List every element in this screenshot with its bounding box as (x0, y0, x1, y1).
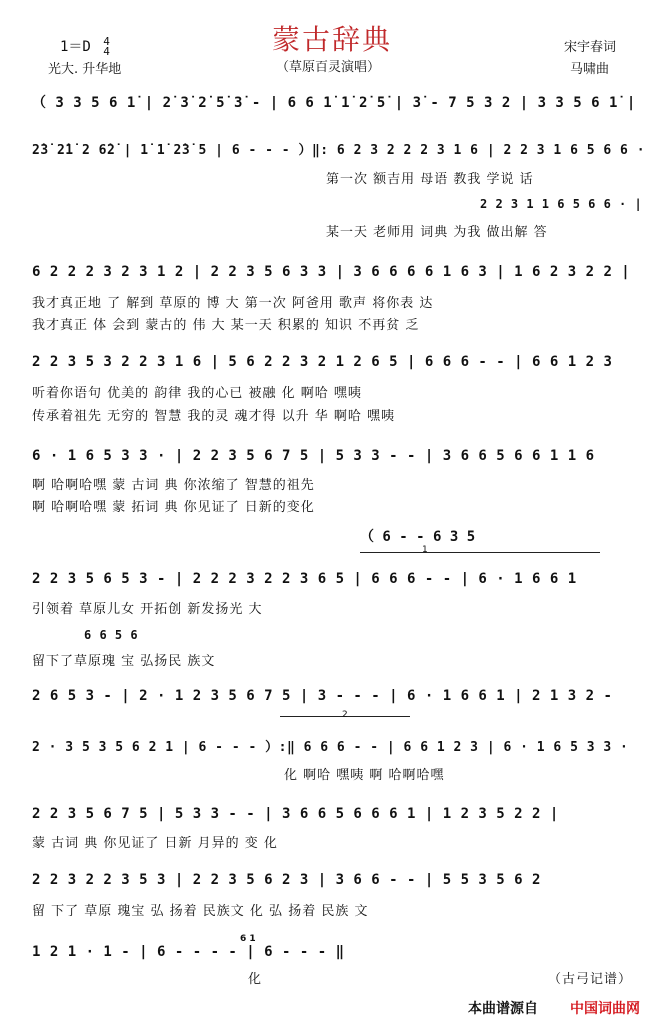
score-row-12: 1 2 1 · 1 - | 6 - - - - | 6 - - - ‖ (32, 944, 345, 960)
volta-mark-2: 2 (342, 710, 348, 720)
lyric-row-3: 某一天 老师用 词典 为我 做出解 答 (326, 225, 548, 240)
song-subtitle: （草原百灵演唱） (276, 60, 381, 75)
score-row-6: 6 · 1 6 5 3 3 · | 2 2 3 5 6 7 5 | 5 3 3 - - | 3 6 6 5 6 6 1 1 6 (32, 448, 595, 464)
score-row-4: 6 2 2 2 3 2 3 1 2 | 2 2 3 5 6 3 3 | 3 6 6 6 6 1 6 3 | 1 6 2 3 2 2 | (32, 264, 631, 280)
score-row-11: 2 2 3 2 2 3 5 3 | 2 2 3 5 6 2 3 | 3 6 6 - - | 5 5 3 5 6 2 (32, 872, 541, 888)
repeat-bracket-notes: （ 6 - - 6 3 5 (360, 529, 476, 545)
lyricist: 宋宇春词 (564, 40, 617, 55)
lyric-row-7b: 留下了草原瑰 宝 弘扬民 族文 (32, 654, 216, 669)
time-signature (103, 37, 110, 57)
key-signature (60, 36, 110, 57)
lyric-row-4a: 我才真正地 了 解到 草原的 博 大 第一次 阿爸用 歌声 将你表 达 (32, 296, 434, 311)
lyric-row-5a: 听着你语句 优美的 韵律 我的心已 被融 化 啊哈 嘿咦 (32, 386, 362, 401)
source-label: 本曲谱源自 (468, 1001, 538, 1017)
lyric-row-9: 化 啊哈 嘿咦 啊 哈啊哈嘿 (284, 768, 445, 783)
lyric-row-11: 留 下了 草原 瑰宝 弘 扬着 民族文 化 弘 扬着 民族 文 (32, 904, 369, 919)
lyric-row-6a: 啊 哈啊哈嘿 蒙 古词 典 你浓缩了 智慧的祖先 (32, 478, 315, 493)
site-name-link[interactable]: 中国词曲网 (570, 1001, 640, 1017)
lyric-row-5b: 传承着祖先 无穷的 智慧 我的灵 魂才得 以升 华 啊哈 嘿咦 (32, 409, 396, 424)
grace-notes: 6 1 (240, 934, 256, 944)
song-title: 蒙古辞典 (272, 23, 393, 56)
lyric-row-2: 第一次 额吉用 母语 教我 学说 话 (326, 172, 534, 187)
score-row-3: 2 2 3 1 1 6 5 6 6 · | (480, 197, 643, 211)
key-text: 1＝D (60, 39, 91, 55)
time-top: 4 (103, 35, 110, 48)
score-row-7: 2 2 3 5 6 5 3 - | 2 2 2 3 2 2 3 6 5 | 6 6 6 - - | 6 · 1 6 6 1 (32, 571, 577, 587)
lyric-row-7a: 引领着 草原儿女 开拓创 新发扬光 大 (32, 602, 263, 617)
lyric-row-12: 化 (248, 972, 263, 987)
recorded-by: 光大. 升华地 (48, 62, 122, 77)
small-notes: 6 6 5 6 (84, 628, 139, 642)
lyric-row-6b: 啊 哈啊哈嘿 蒙 拓词 典 你见证了 日新的变化 (32, 500, 315, 515)
score-row-10: 2 2 3 5 6 7 5 | 5 3 3 - - | 3 6 6 5 6 6 6 1 | 1 2 3 5 2 2 | (32, 806, 559, 822)
volta-line-1 (360, 552, 600, 553)
notation-credit: （古弓记谱） (548, 972, 633, 987)
score-row-1: （ 3 3 5 6 1̇ | 2̇ 3̇ 2̇ 5̇ 3̇ - | 6 6 1̇ 1̇ 2̇ 5̇ | 3̇ - 7 5 3 2 | 3 3 5 6 1̇ | (32, 95, 636, 111)
score-row-8: 2 6 5 3 - | 2 · 1 2 3 5 6 7 5 | 3 - - - | 6 · 1 6 6 1 | 2 1 3 2 - (32, 688, 613, 704)
score-row-2: 2̇3̇ 2̇1̇ 2 6̇2̇ | 1̇ 1̇ 2̇3̇ 5 | 6 - - - ）‖: 6 2 3 2 2 2 3 1 6 | 2 2 3 1 6 5 6 6 · (32, 143, 646, 158)
lyric-row-10: 蒙 古词 典 你见证了 日新 月异的 变 化 (32, 836, 278, 851)
composer: 马啸曲 (570, 62, 610, 77)
lyric-row-4b: 我才真正 体 会到 蒙古的 伟 大 某一天 积累的 知识 不再贫 乏 (32, 318, 420, 333)
time-bottom: 4 (103, 45, 110, 58)
volta-mark-1: 1 (422, 545, 428, 555)
score-row-5: 2 2 3 5 3 2 2 3 1 6 | 5 6 2 2 3 2 1 2 6 5 | 6 6 6 - - | 6 6 1 2 3 (32, 354, 613, 370)
score-row-9: 2 · 3 5 3 5 6 2 1 | 6 - - - ）:‖ 6 6 6 - - | 6 6 1 2 3 | 6 · 1 6 5 3 3 · (32, 740, 629, 755)
